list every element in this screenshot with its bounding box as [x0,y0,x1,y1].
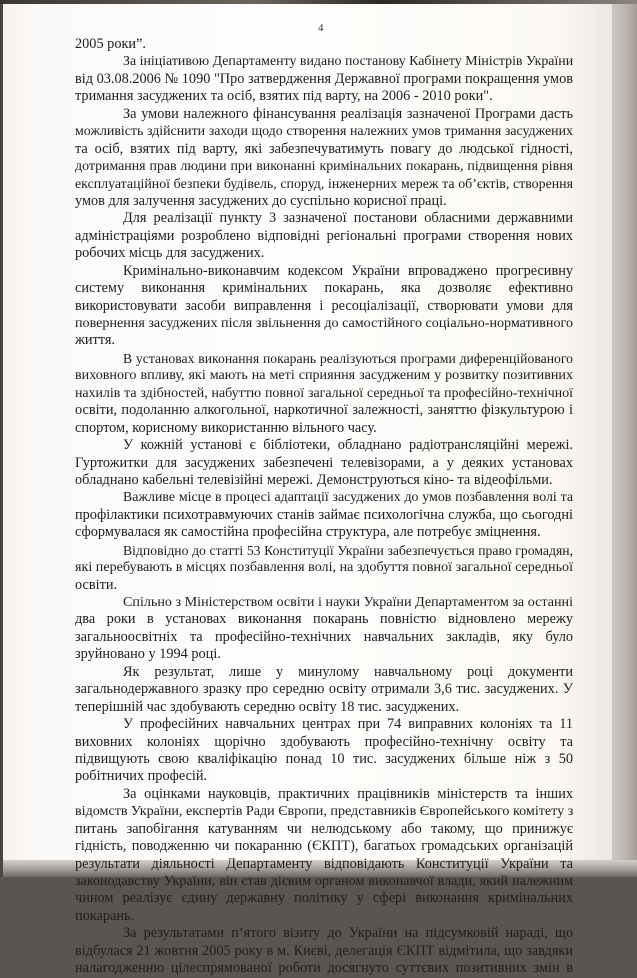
text-line: У кожній установі є бібліотеки, обладнано радіотрансляційні мережі. [123,437,573,454]
text-line: налагодженню цілеспрямованої роботи досягнуто суттєвих позитивних змін в [75,960,573,977]
text-line: робітничих професій. [75,768,208,785]
text-line: покарань. [75,907,135,924]
text-line: виховних колоніях щорічно здобувають професійно-технічну освіту та [75,733,573,750]
text-line: можливість здійснити заходи щодо створення належних умов тримання засуджених [75,124,573,140]
text-line: життя. [75,332,115,349]
text-line: загальноосвітніх та професійно-технічних навчальних закладів, яку було [75,628,573,645]
text-line: від 03.08.2006 № 1090 "Про затвердження Державної програми покращення умов [75,70,573,87]
text-line: За ініціативою Департаменту видано постанову Кабінету Міністрів України [123,54,574,70]
scan-edge-top [0,0,637,4]
text-line: відомств України, експертів Ради Європи, представників Європейського комітету з [75,803,574,820]
text-line: відбулася 21 жовтня 2005 року в м. Києві, делегація ЄКПТ відмітила, що завдяки [75,942,573,959]
text-line: виховного впливу, які мають на меті сприяння засудженим у розвитку позитивних [75,367,573,384]
text-line: Для реалізації пункту 3 зазначеної постанови обласними державними [123,210,573,227]
text-line: теперішній час здобувають середню освіту 18 тис. засуджених. [75,698,460,715]
text-line: систему виконання кримінальних покарань, яка дозволяє ефективно [75,280,573,297]
text-line: робочих місць для засуджених. [75,245,265,262]
text-line: експлуатаційної безпеки будівель, споруд, інженерних мереж та об’єктів, створення [75,176,573,192]
text-line: законодавству України, він став дієвим органом виконавчої влади, який належним [75,873,573,889]
text-line: нахилів та здібностей, набуттю повної загальної середньої та професійно-технічної [75,385,573,401]
text-line: За умови належного фінансування реалізація зазначеної Програми дасть [123,105,573,122]
text-line: Відповідно до статті 53 Конституції України забезпечується право громадян, [123,542,573,558]
text-line: У професійних навчальних центрах при 74 виправних колоніях та 11 [123,716,573,733]
text-line: та осіб, взятих під варту, які забезпечуватимуть повагу до людської гідності, [75,140,573,157]
text-line: використовувати засоби виправлення і ресоціалізації, створювати умови для [75,297,573,314]
text-line: Як результат, лише у минулому навчальному році документи [123,663,573,680]
text-line: результати діяльності Департаменту відповідають Конституції України та [75,855,573,872]
text-line: загальнодержавного зразку про середню освіту отримали 3,6 тис. засуджених. У [75,681,573,698]
text-line: Важливе місце в процесі адаптації засуджених до умов позбавлення волі та [123,490,573,506]
scan-edge-left [0,0,3,877]
text-line: За оцінками науковців, практичних працівників міністерств та інших [123,785,573,802]
text-line: 2005 роки”. [75,36,146,52]
text-line: питань запобігання катуванням чи нелюдському або такому, що принижує [75,820,573,837]
page-number: 4 [318,22,324,34]
text-line: сформувалася як самостійна професійна структура, але потребує зміцнення. [75,524,541,541]
text-line: обладнано кабельні телевізійні мережі. Демонструються кіно- та відеофільми. [75,471,553,488]
text-line: профілактики психотравмуючих станів займає психологічна служба, що сьогодні [75,506,573,523]
text-line: освіти, подоланню алкогольної, наркотичної залежності, заняттю фізкультурою і [75,402,573,419]
text-line: дотримання прав людини при виконанні кримінальних покарань, підвищення рівня [75,159,573,175]
scan-shadow-right [612,3,637,877]
text-line: адміністраціями розроблено відповідні регіональні програми створення нових [75,227,573,244]
text-line: умов для залучення засуджених до суспільно корисної праці. [75,192,447,209]
text-line: тримання засуджених та осіб, взятих під варту, на 2006 - 2010 роки". [75,88,493,105]
text-line: підвищують свою кваліфікацію понад 10 тис. засуджених більше ніж з 50 [75,750,573,767]
text-line: В установах виконання покарань реалізуються програми диференційованого [123,350,573,366]
text-line: повернення засуджених після звільнення до самостійного соціально-нормативного [75,315,573,331]
text-line: гідність, поводженню чи покаранню (ЄКПТ), багатьох громадських організацій [75,838,573,855]
text-line: Кримінально-виконавчим кодексом України впроваджено прогресивну [123,262,573,279]
text-line: Спільно з Міністерством освіти і науки України Департаментом за останні [123,594,573,610]
document-body [75,36,573,978]
text-line: два роки в установах виконання покарань повністю відновлено мережу [75,611,573,628]
text-line: За результатами п’ятого візиту до України на підсумковій нараді, що [123,925,573,942]
text-line: спортом, корисному використанню вільного часу. [75,419,377,436]
text-line: зруйновано у 1994 році. [75,646,221,663]
text-line: освіти. [75,576,118,593]
text-line: які перебувають в місцях позбавлення волі, на здобуття повної загальної середньої [75,559,573,576]
text-line: Гуртожитки для засуджених забезпечені телевізорами, а у деяких установах [75,454,573,471]
text-line: чином реалізує єдину державну політику у сфері виконання кримінальних [75,890,573,907]
